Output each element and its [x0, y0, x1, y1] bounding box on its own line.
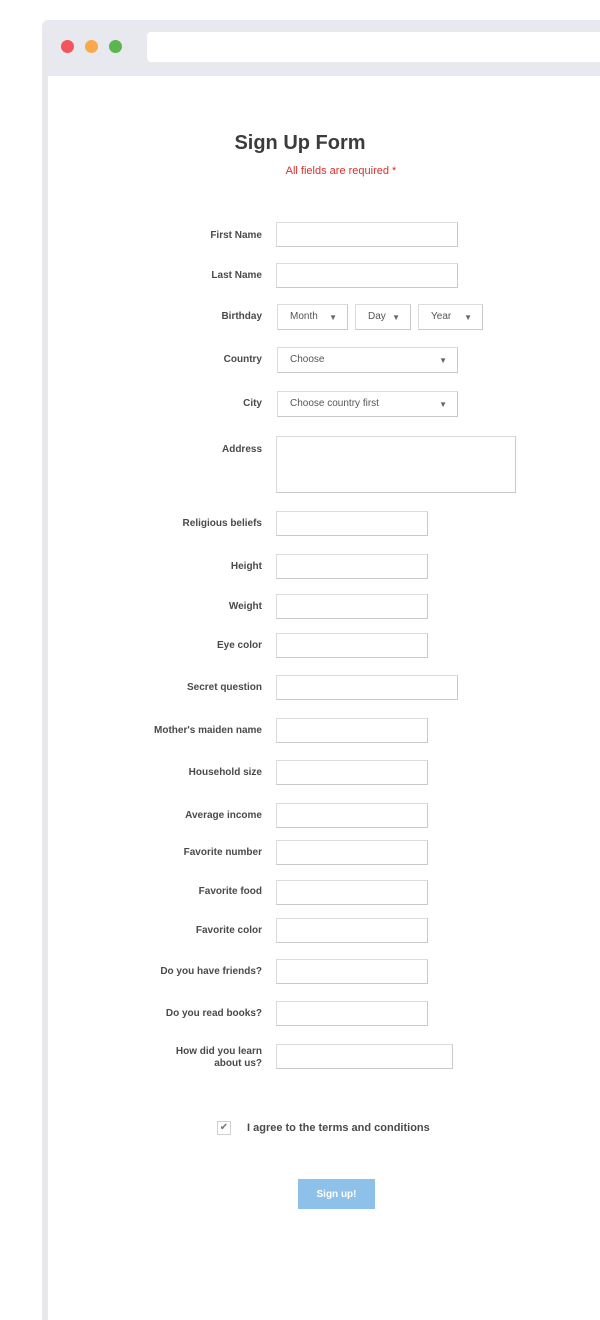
favorite-color-input[interactable]	[276, 918, 428, 943]
favorite-food-input[interactable]	[276, 880, 428, 905]
have-friends-input[interactable]	[276, 959, 428, 984]
chevron-down-icon: ▼	[329, 313, 337, 322]
birth-year-select[interactable]	[418, 304, 483, 330]
city-select[interactable]	[277, 391, 458, 417]
city-value: Choose country first	[290, 398, 379, 409]
last-name-label: Last Name	[211, 270, 262, 281]
favorite-number-label: Favorite number	[183, 847, 262, 858]
secret-question-label: Secret question	[186, 682, 262, 693]
favorite-color-label: Favorite color	[195, 925, 262, 936]
first-name-label: First Name	[210, 230, 262, 241]
checkmark-icon: ✔	[219, 1122, 229, 1133]
last-name-input[interactable]	[276, 263, 458, 288]
religious-beliefs-label: Religious beliefs	[182, 518, 262, 529]
birth-month-value: Month	[290, 311, 318, 322]
agree-label: I agree to the terms and conditions	[247, 1122, 430, 1134]
address-label: Address	[221, 444, 262, 455]
eye-color-label: Eye color	[216, 640, 262, 651]
household-size-label: Household size	[188, 767, 262, 778]
have-friends-label: Do you have friends?	[160, 966, 262, 977]
birth-month-select[interactable]	[277, 304, 348, 330]
chevron-down-icon: ▼	[439, 356, 447, 365]
birthday-label: Birthday	[221, 311, 262, 322]
learn-about-us-label-line1: How did you learn	[175, 1046, 262, 1057]
chevron-down-icon: ▼	[392, 313, 400, 322]
country-label: Country	[223, 354, 262, 365]
read-books-input[interactable]	[276, 1001, 428, 1026]
birth-year-value: Year	[431, 311, 452, 322]
country-value: Choose	[290, 354, 325, 365]
height-label: Height	[230, 561, 262, 572]
chevron-down-icon: ▼	[439, 400, 447, 409]
favorite-food-label: Favorite food	[198, 886, 262, 897]
birth-day-select[interactable]	[355, 304, 411, 330]
minimize-window-button[interactable]	[85, 40, 98, 53]
weight-input[interactable]	[276, 594, 428, 619]
religious-beliefs-input[interactable]	[276, 511, 428, 536]
mothers-maiden-name-label: Mother's maiden name	[154, 725, 262, 736]
country-select[interactable]	[277, 347, 458, 373]
mothers-maiden-name-input[interactable]	[276, 718, 428, 743]
city-label: City	[243, 398, 262, 409]
learn-about-us-label	[176, 1046, 262, 1070]
close-window-button[interactable]	[61, 40, 74, 53]
secret-question-input[interactable]	[276, 675, 458, 700]
form-title: Sign Up Form	[234, 132, 366, 154]
eye-color-input[interactable]	[276, 633, 428, 658]
weight-label: Weight	[228, 601, 262, 612]
address-bar[interactable]	[147, 32, 600, 62]
maximize-window-button[interactable]	[109, 40, 122, 53]
favorite-number-input[interactable]	[276, 840, 428, 865]
birth-day-value: Day	[368, 311, 386, 322]
title-bar	[42, 20, 600, 76]
first-name-input[interactable]	[276, 222, 458, 247]
required-note: All fields are required *	[285, 165, 397, 177]
read-books-label: Do you read books?	[165, 1008, 262, 1019]
learn-about-us-label-line2: about us?	[214, 1058, 262, 1069]
average-income-label: Average income	[185, 810, 262, 821]
height-input[interactable]	[276, 554, 428, 579]
average-income-input[interactable]	[276, 803, 428, 828]
agree-checkbox[interactable]	[217, 1121, 231, 1135]
household-size-input[interactable]	[276, 760, 428, 785]
sign-up-button[interactable]: Sign up!	[298, 1179, 375, 1209]
learn-about-us-input[interactable]	[276, 1044, 453, 1069]
address-textarea[interactable]	[276, 436, 516, 493]
chevron-down-icon: ▼	[464, 313, 472, 322]
